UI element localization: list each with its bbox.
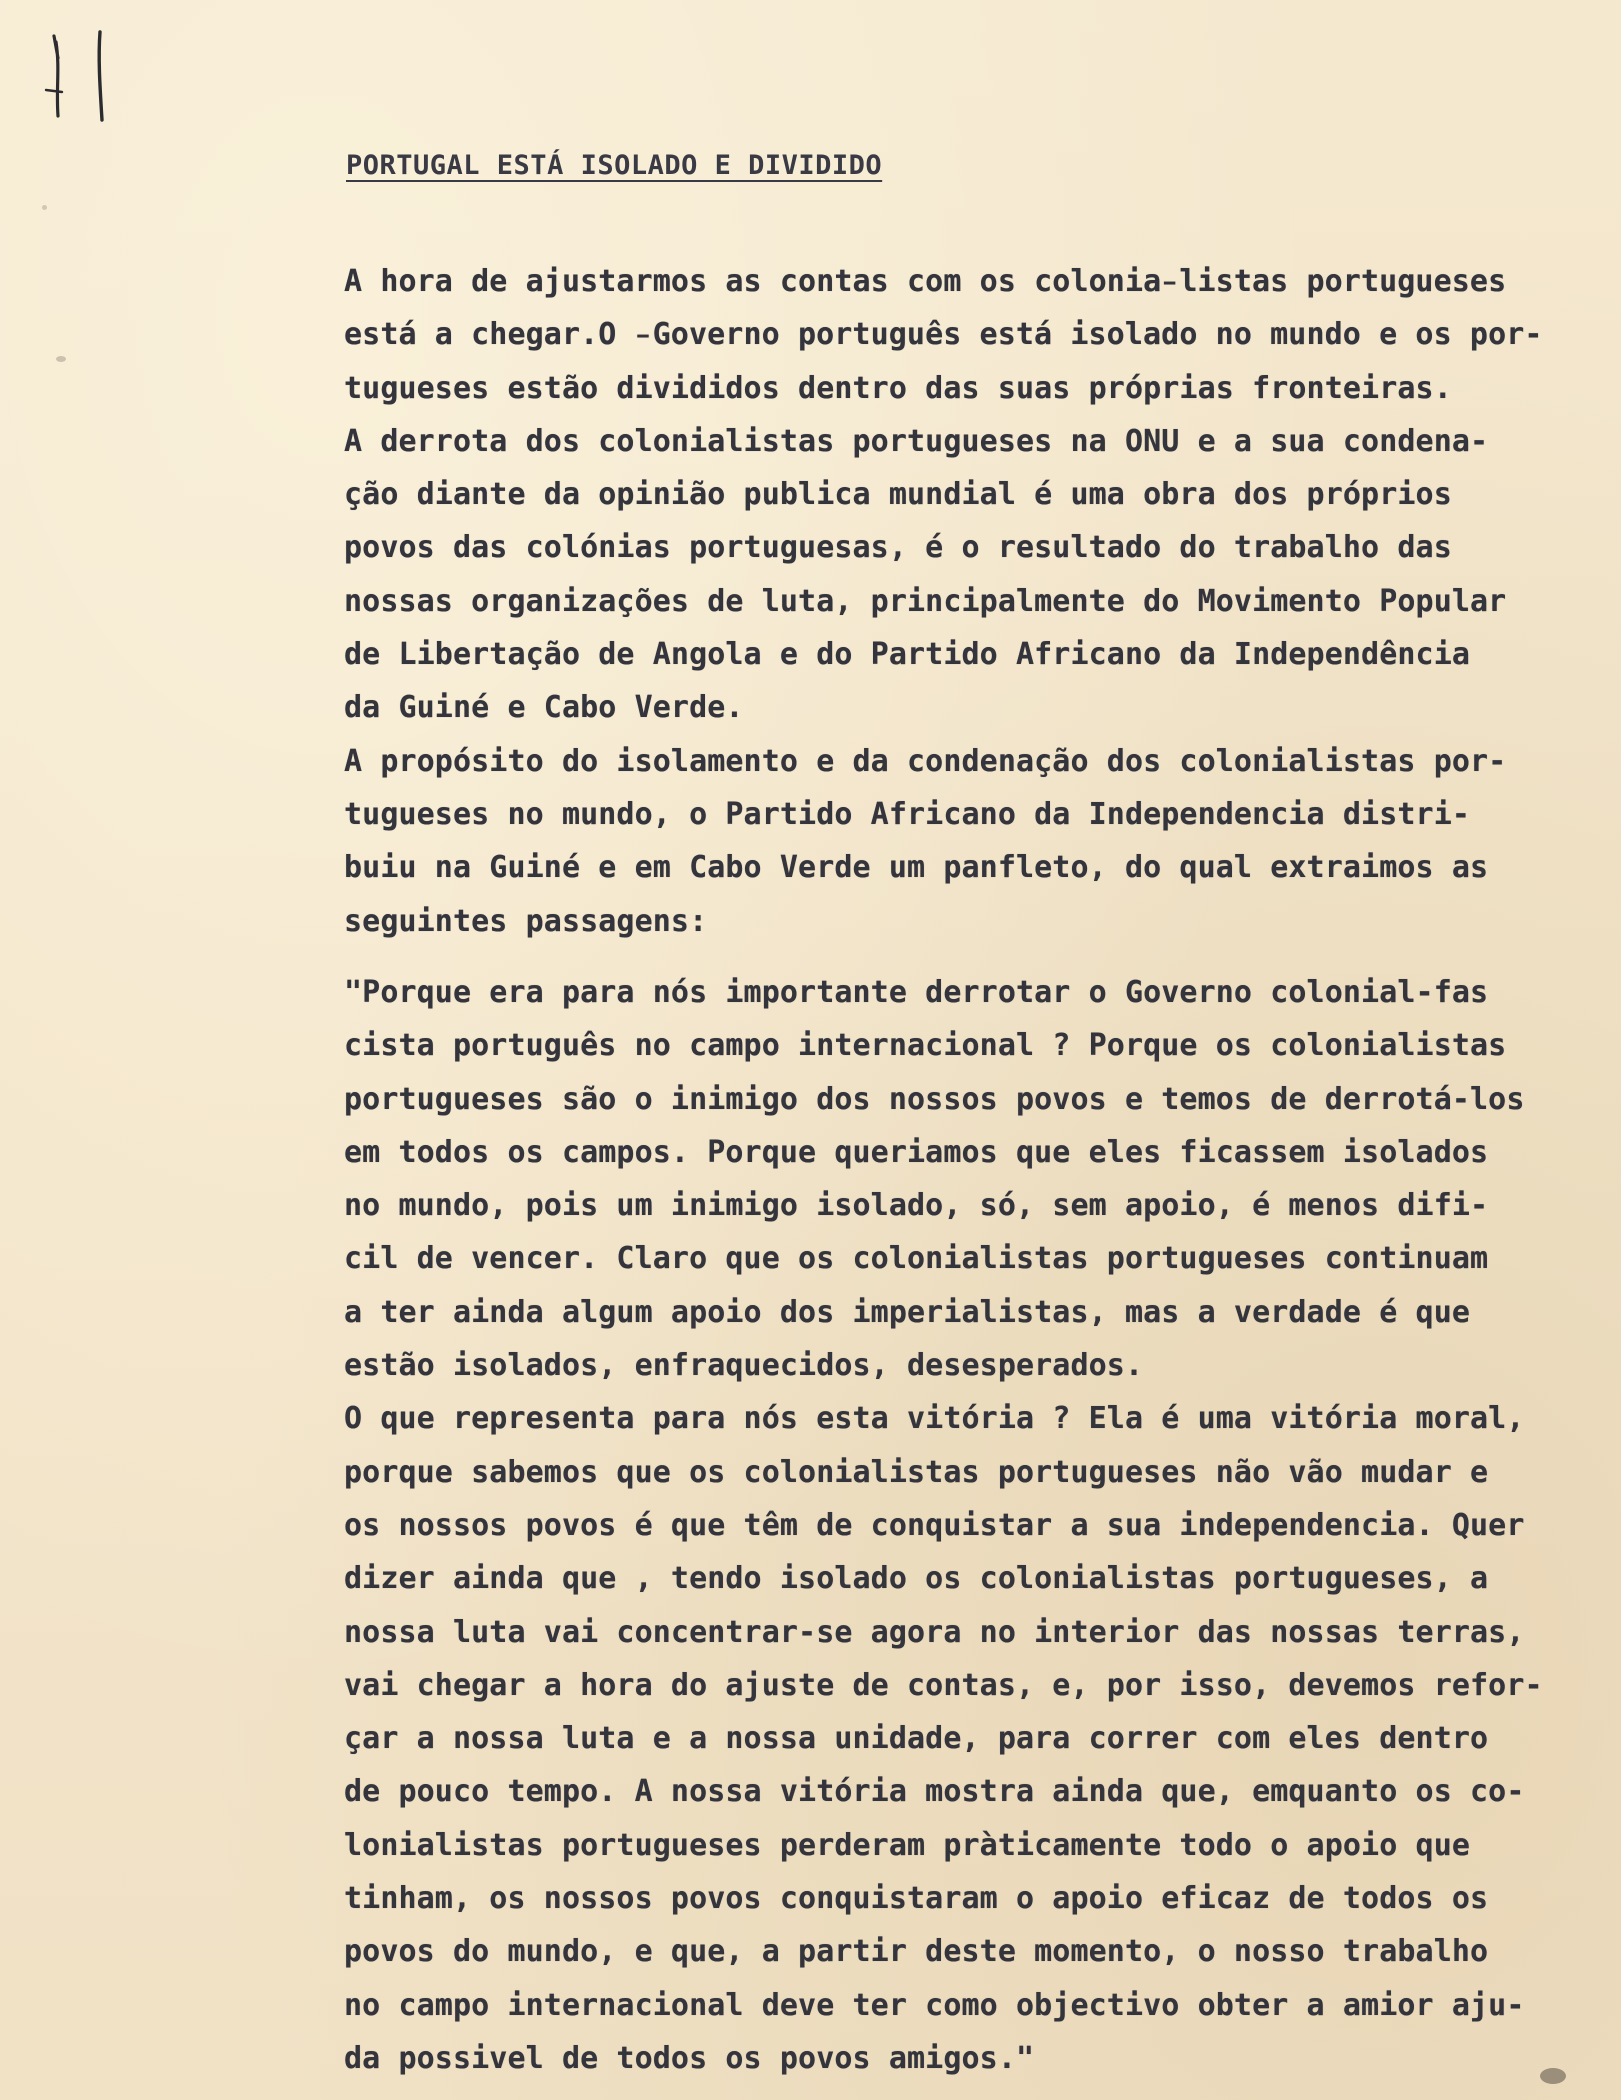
quote-line: porque sabemos que os colonialistas portugueses não vão mudar e xyxy=(344,1454,1489,1490)
quote-line: cista português no campo internacional ? Porque os colonialistas xyxy=(344,1028,1507,1064)
text-line: tugueses no mundo, o Partido Africano da Independencia distri- xyxy=(344,796,1471,832)
quote-line: çar a nossa luta e a nossa unidade, para correr com eles dentro xyxy=(344,1721,1489,1757)
text-line: da Guiné e Cabo Verde. xyxy=(344,690,744,726)
quote-line: O que representa para nós esta vitória ? Ela é uma vitória moral, xyxy=(344,1401,1525,1437)
quote-line: de pouco tempo. A nossa vitória mostra ainda que, emquanto os co- xyxy=(344,1774,1525,1810)
quote-line: tinham, os nossos povos conquistaram o apoio eficaz de todos os xyxy=(344,1881,1489,1917)
quote-line: povos do mundo, e que, a partir deste momento, o nosso trabalho xyxy=(344,1934,1489,1970)
quote-line: no campo internacional deve ter como objectivo obter a amior aju- xyxy=(344,1987,1525,2023)
text-line: buiu na Guiné e em Cabo Verde um panfleto, do qual extraimos as xyxy=(344,850,1489,886)
handwritten-page-number xyxy=(40,28,120,128)
quote-line: lonialistas portugueses perderam pràticamente todo o apoio que xyxy=(344,1827,1471,1863)
paragraph-block xyxy=(344,255,1614,948)
quote-line: cil de vencer. Claro que os colonialistas portugueses continuam xyxy=(344,1241,1489,1277)
text-line: ção diante da opinião publica mundial é uma obra dos próprios xyxy=(344,477,1452,513)
text-line: A hora de ajustarmos as contas com os colonia̵listas portugueses xyxy=(344,264,1507,299)
quote-line: estão isolados, enfraquecidos, desesperados. xyxy=(344,1348,1144,1384)
text-line: nossas organizações de luta, principalmente do Movimento Popular xyxy=(344,583,1507,619)
quote-block xyxy=(344,966,1614,2085)
ink-smudge xyxy=(1540,2068,1566,2084)
text-line: de Libertação de Angola e do Partido Africano da Independência xyxy=(344,637,1471,673)
quote-line: "Porque era para nós importante derrotar o Governo colonial-fas xyxy=(344,975,1489,1010)
quote-line: no mundo, pois um inimigo isolado, só, sem apoio, é menos difi- xyxy=(344,1188,1489,1224)
ink-speck xyxy=(56,356,66,362)
text-line: seguintes passagens: xyxy=(344,903,708,939)
text-line: povos das colónias portuguesas, é o resultado do trabalho das xyxy=(344,530,1452,566)
page-number-mark xyxy=(40,28,120,128)
quote-line: portugueses são o inimigo dos nossos povos e temos de derrotá-los xyxy=(344,1081,1525,1117)
document-title: PORTUGAL ESTÁ ISOLADO E DIVIDIDO xyxy=(346,150,883,181)
text-line: A propósito do isolamento e da condenação dos colonialistas por- xyxy=(344,743,1507,779)
quote-line: vai chegar a hora do ajuste de contas, e, por isso, devemos refor- xyxy=(344,1667,1543,1703)
text-line: está a chegar.O ̵Governo português está isolado no mundo e os por- xyxy=(344,317,1543,353)
quote-line: em todos os campos. Porque queriamos que eles ficassem isolados xyxy=(344,1134,1489,1170)
text-line: tugueses estão divididos dentro das suas próprias fronteiras. xyxy=(344,370,1452,406)
text-line: A derrota dos colonialistas portugueses na ONU e a sua condena- xyxy=(344,423,1489,459)
quote-line: os nossos povos é que têm de conquistar a sua independencia. Quer xyxy=(344,1507,1525,1543)
quote-line: nossa luta vai concentrar-se agora no interior das nossas terras, xyxy=(344,1614,1525,1650)
quote-line: a ter ainda algum apoio dos imperialistas, mas a verdade é que xyxy=(344,1294,1471,1330)
quote-line: dizer ainda que , tendo isolado os colonialistas portugueses, a xyxy=(344,1561,1489,1597)
ink-speck xyxy=(42,205,47,210)
quote-line: da possivel de todos os povos amigos." xyxy=(344,2040,1035,2076)
